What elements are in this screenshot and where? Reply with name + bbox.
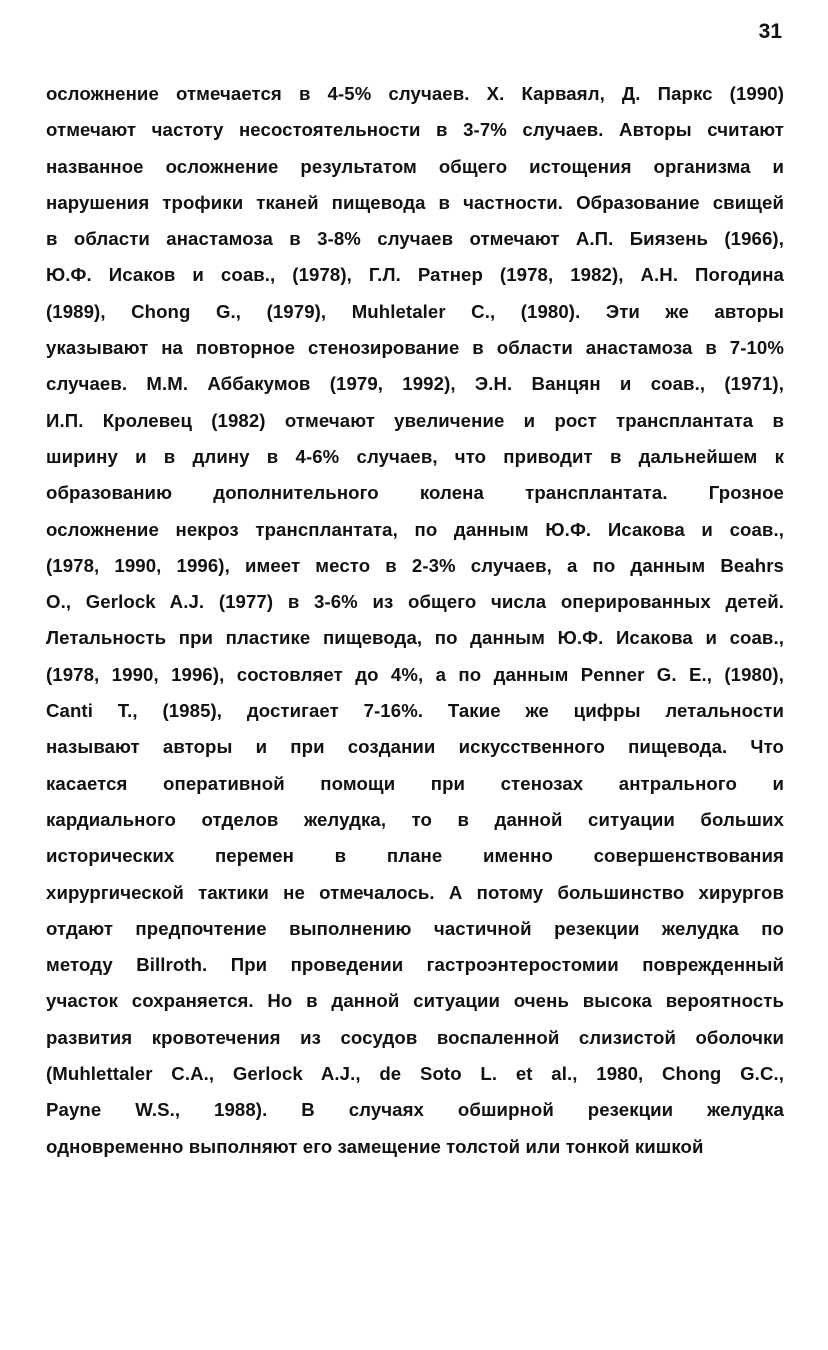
- text-line: нарушения трофики тканей пищевода в частности. Образование свищей: [46, 191, 784, 213]
- text-line: случаев. М.М. Аббакумов (1979, 1992), Э.Н. Ванцян и соав., (1971),: [46, 373, 784, 395]
- text-line: (1978, 1990, 1996), имеет место в 2-3% случаев, а по данным Beahrs: [46, 554, 784, 576]
- text-line: в области анастамоза в 3-8% случаев отмечают А.П. Биязень (1966),: [46, 228, 784, 250]
- text-line: (Muhlettaler C.A., Gerlock A.J., de Soto L. et al., 1980, Chong G.C.,: [46, 1063, 784, 1085]
- text-line: Canti T., (1985), достигает 7-16%. Такие же цифры летальности: [46, 700, 784, 722]
- text-line: осложнение отмечается в 4-5% случаев. Х. Карваял, Д. Паркс (1990): [46, 83, 784, 104]
- text-line: отмечают частоту несостоятельности в 3-7% случаев. Авторы считают: [46, 119, 784, 141]
- text-line: образованию дополнительного колена трансплантата. Грозное: [46, 482, 784, 504]
- text-line: O., Gerlock A.J. (1977) в 3-6% из общего числа оперированных детей.: [46, 591, 784, 613]
- text-line: развития кровотечения из сосудов воспаленной слизистой оболочки: [46, 1026, 784, 1048]
- text-line: касается оперативной помощи при стенозах антрального и: [46, 772, 784, 794]
- text-line: (1978, 1990, 1996), состовляет до 4%, а по данным Penner G. E., (1980),: [46, 663, 784, 685]
- text-line: названное осложнение результатом общего истощения организма и: [46, 155, 784, 177]
- text-line: Летальность при пластике пищевода, по данным Ю.Ф. Исакова и соав.,: [46, 627, 784, 649]
- body-paragraph: [46, 76, 784, 1165]
- text-line: (1989), Chong G., (1979), Muhletaler C., (1980). Эти же авторы: [46, 300, 784, 322]
- text-line: методу Billroth. При проведении гастроэнтеростомии поврежденный: [46, 954, 784, 976]
- text-line: кардиального отделов желудка, то в данной ситуации больших: [46, 808, 784, 830]
- text-line: ширину и в длину в 4-6% случаев, что приводит в дальнейшем к: [46, 445, 784, 467]
- text-line: хирургической тактики не отмечалось. А потому большинство хирургов: [46, 881, 784, 903]
- text-line: осложнение некроз трансплантата, по данным Ю.Ф. Исакова и соав.,: [46, 518, 784, 540]
- page-number: 31: [758, 20, 782, 43]
- text-line: отдают предпочтение выполнению частичной резекции желудка по: [46, 917, 784, 939]
- text-line: указывают на повторное стенозирование в области анастамоза в 7-10%: [46, 337, 784, 359]
- text-line: называют авторы и при создании искусственного пищевода. Что: [46, 736, 784, 758]
- text-line: исторических перемен в плане именно совершенствования: [46, 845, 784, 867]
- text-line: Payne W.S., 1988). В случаях обширной резекции желудка: [46, 1099, 784, 1121]
- text-line: одновременно выполняют его замещение толстой или тонкой кишкой: [46, 1135, 704, 1157]
- text-line: И.П. Кролевец (1982) отмечают увеличение и рост трансплантата в: [46, 409, 784, 431]
- text-line: Ю.Ф. Исаков и соав., (1978), Г.Л. Ратнер (1978, 1982), А.Н. Погодина: [46, 264, 784, 286]
- text-line: участок сохраняется. Но в данной ситуации очень высока вероятность: [46, 990, 784, 1012]
